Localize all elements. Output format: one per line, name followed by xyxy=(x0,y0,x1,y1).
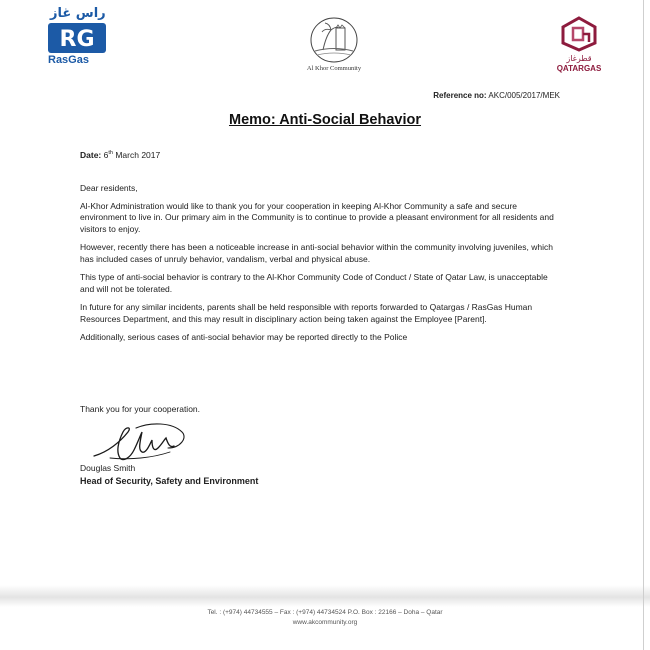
memo-date xyxy=(80,150,160,160)
signer-title: Head of Security, Safety and Environment xyxy=(80,476,259,486)
rasgas-name: RasGas xyxy=(48,54,89,66)
date-day: 6 xyxy=(103,150,109,160)
footer-contact: Tel. : (+974) 44734555 – Fax : (+974) 44734524 P.O. Box : 22166 – Doha – Qatar xyxy=(207,609,443,616)
al-khor-community-logo xyxy=(292,16,376,78)
qatargas-mark-icon xyxy=(559,16,599,52)
footer-website: www.akcommunity.org xyxy=(292,619,358,626)
paragraph-thanks: Al-Khor Administration would like to thank you for your cooperation in keeping Al-Khor Community a safe and secure environment to live in. Our primary aim in the Community is to continue to provide a pleasant environment for all residents and visitors to enjoy. xyxy=(80,200,554,234)
qatargas-name: QATARGAS xyxy=(556,64,602,73)
signer-name: Douglas Smith xyxy=(80,463,136,473)
page-edge xyxy=(643,0,644,650)
rasgas-mark-icon xyxy=(48,23,106,53)
memo-title: Memo: Anti-Social Behavior xyxy=(228,112,422,128)
qatargas-arabic-name: قطرغاز xyxy=(566,54,592,63)
footer-divider xyxy=(0,585,650,607)
paragraph-increase: However, recently there has been a noticeable increase in anti-social behavior within the community involving juveniles, which has included cases of unruly behavior, vandalism, verbal and physical abuse. xyxy=(80,242,553,264)
memo-body xyxy=(80,183,560,351)
reference-label: Reference no: xyxy=(433,91,487,100)
rasgas-logo xyxy=(44,6,108,68)
date-label: Date: xyxy=(80,150,102,160)
date-suffix: th xyxy=(108,150,113,157)
signature-icon xyxy=(90,418,190,466)
paragraph-contrary: This type of anti-social behavior is contrary to the Al-Khor Community Code of Conduct / State of Qatar Law, is unacceptable and will not be tolerated. xyxy=(80,272,548,294)
reference-number xyxy=(433,91,560,100)
rasgas-mark-text: RG xyxy=(59,27,95,52)
closing-line: Thank you for your cooperation. xyxy=(80,404,201,414)
rasgas-arabic-name: راس غاز xyxy=(50,6,106,21)
reference-value: AKC/005/2017/MEK xyxy=(488,91,560,100)
al-khor-emblem-icon xyxy=(309,16,359,64)
date-month-year: March 2017 xyxy=(115,150,161,160)
greeting: Dear residents, xyxy=(80,183,138,193)
paragraph-responsibility: In future for any similar incidents, parents shall be held responsible with reports forwarded to Qatargas / RasGas Human Resources Department, and this may result in disciplinary action being taken against the Employee [Parent]. xyxy=(80,302,533,324)
al-khor-community-name: Al Khor Community xyxy=(306,65,362,72)
qatargas-logo xyxy=(548,16,610,76)
paragraph-police: Additionally, serious cases of anti-social behavior may be reported directly to the Police xyxy=(80,332,408,342)
